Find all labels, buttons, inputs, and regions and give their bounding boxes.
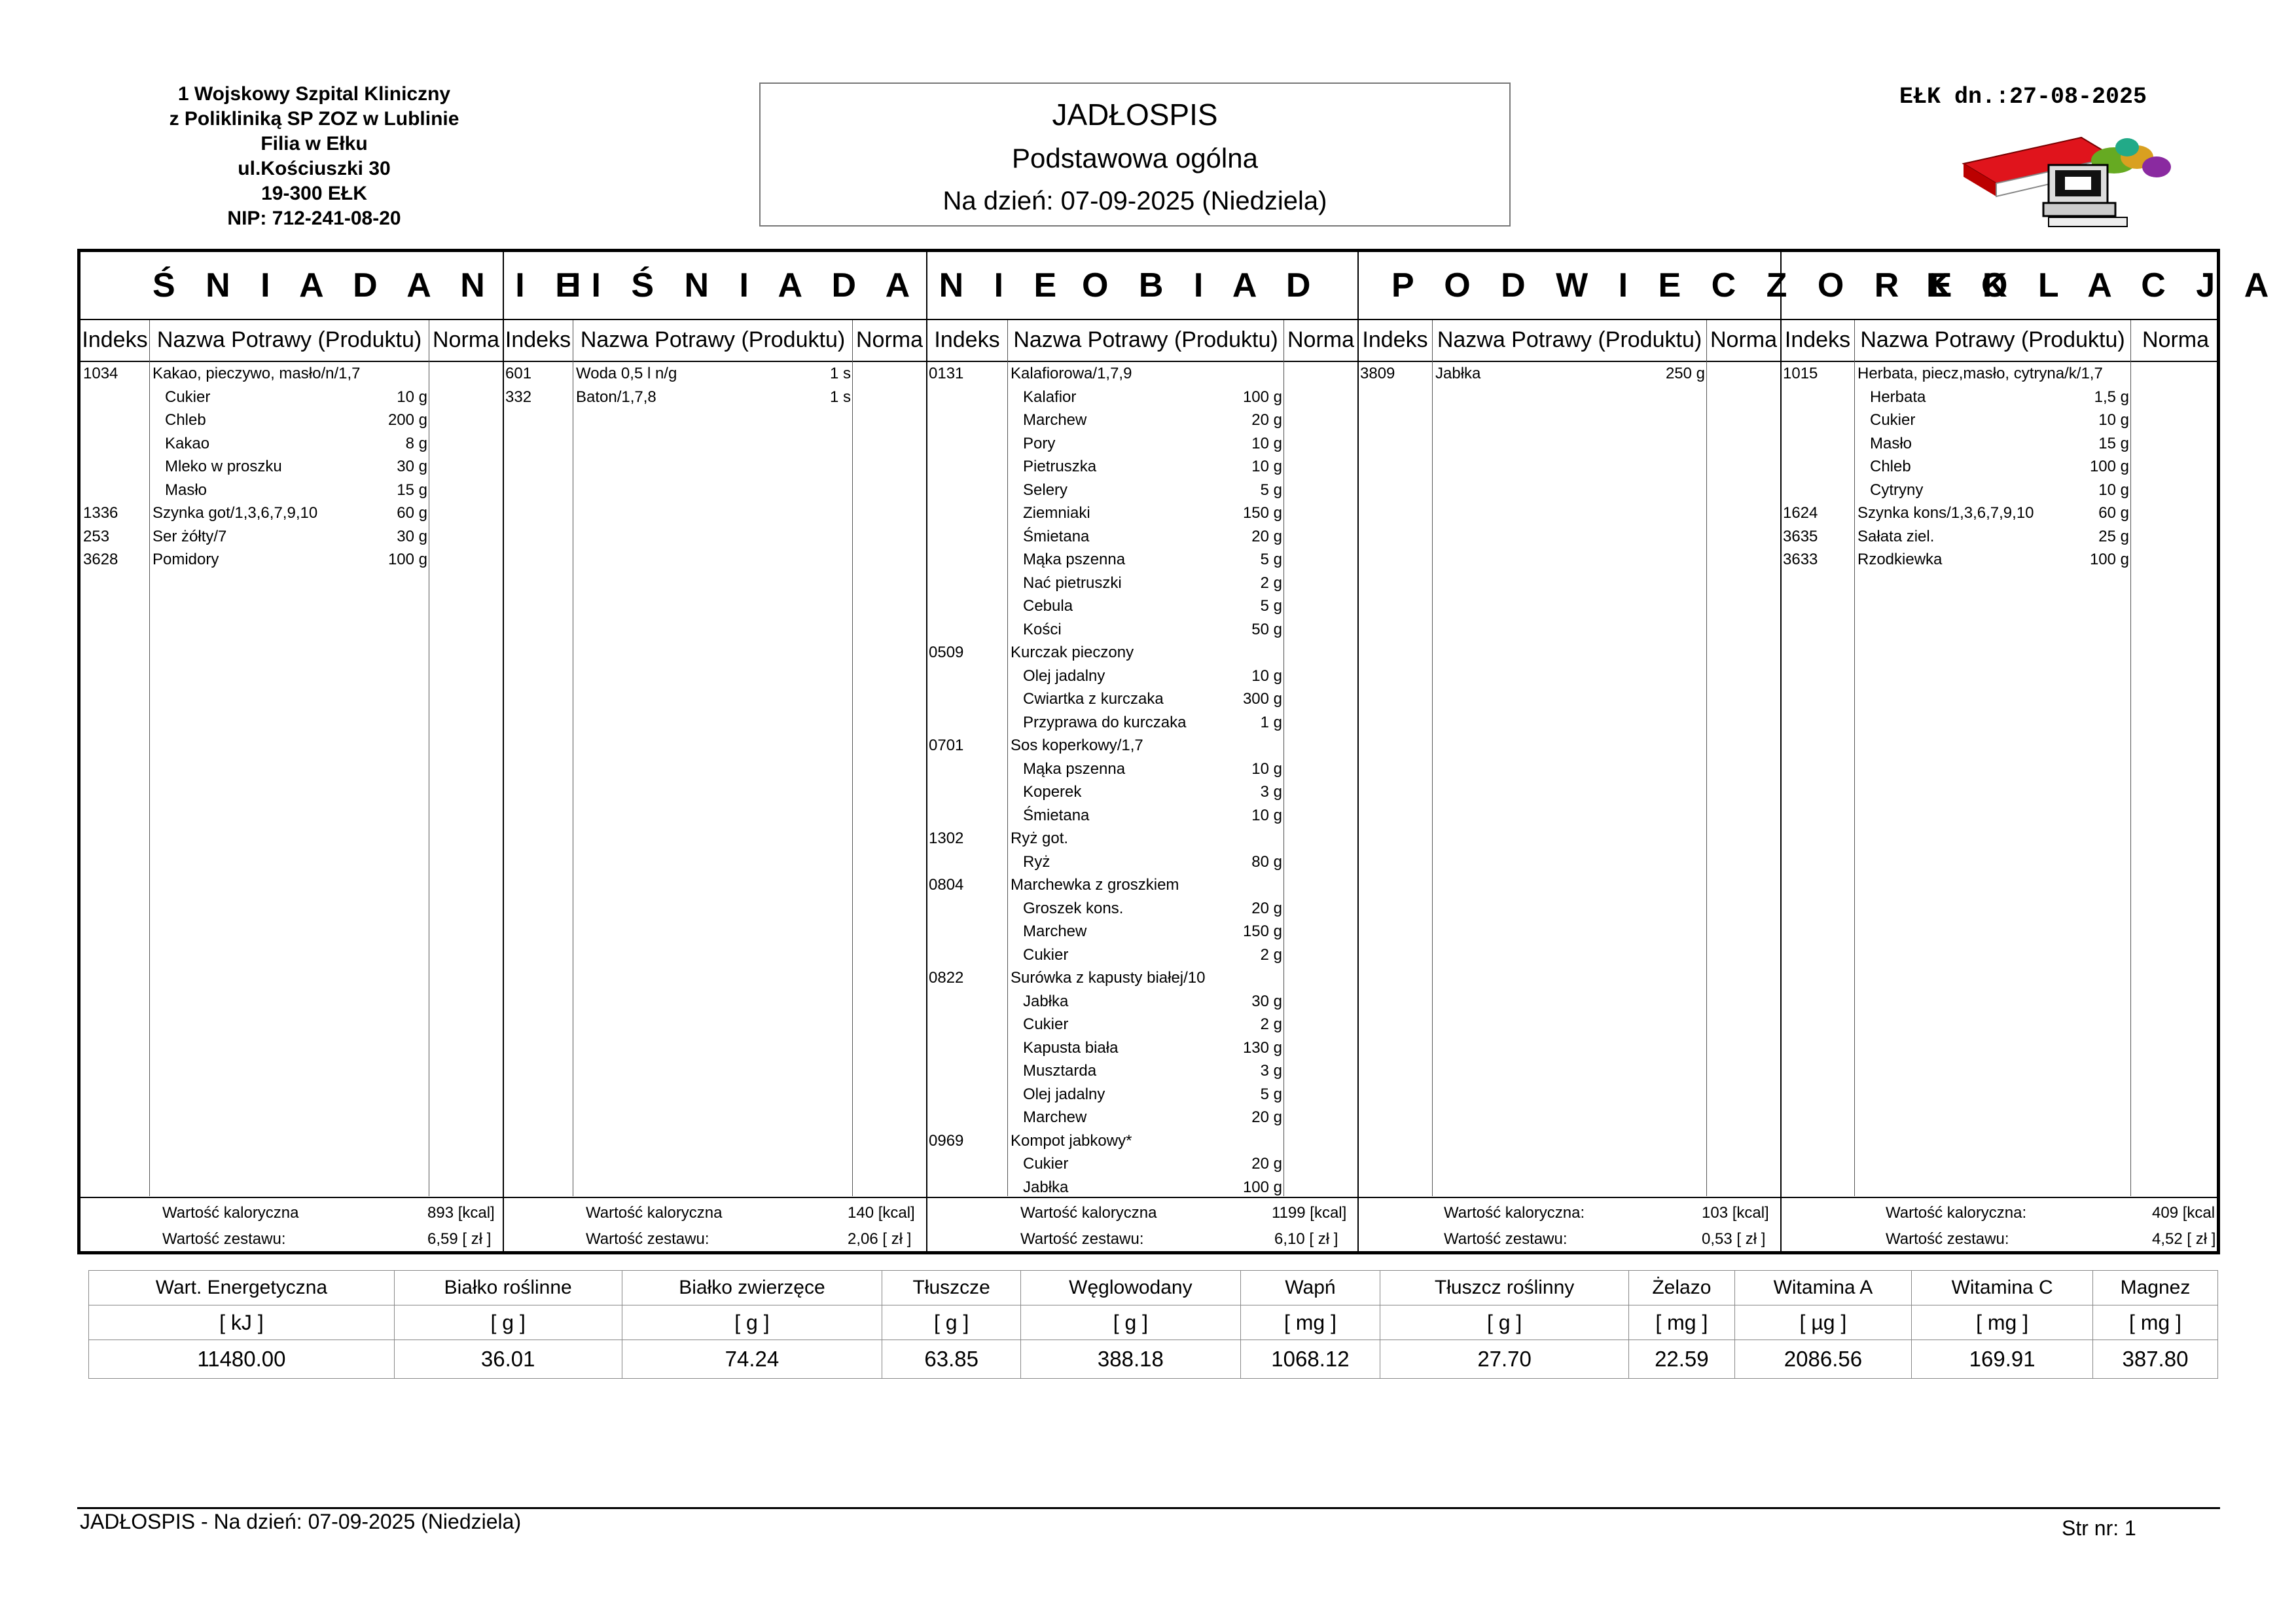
nutrition-header-row [89, 1271, 2218, 1305]
item-norm: 10 g [397, 388, 427, 406]
nutrition-header: Wapń [1240, 1271, 1380, 1305]
col-header-norm: Norma [855, 327, 924, 352]
table-row [926, 548, 1357, 572]
item-name: Kakao [165, 434, 210, 452]
nutrition-value: 387.80 [2092, 1340, 2217, 1379]
item-name: Mąka pszenna [1023, 759, 1126, 778]
item-name: Musztarda [1023, 1062, 1097, 1080]
kcal-value: 1199 [kcal] [1272, 1204, 1347, 1222]
kcal-label: Wartość kaloryczna [1020, 1204, 1157, 1222]
nutrition-unit: [ g ] [622, 1305, 882, 1340]
table-row [926, 827, 1357, 850]
institution-line: z Polikliniką SP ZOZ w Lublinie [169, 108, 459, 130]
item-name: Masło [165, 481, 207, 499]
table-row [926, 1176, 1357, 1199]
item-name: Pietruszka [1023, 458, 1097, 475]
footer-divider [77, 1507, 2220, 1509]
item-name: Jabłka [1023, 1178, 1069, 1196]
table-row [926, 920, 1357, 943]
item-norm: 100 g [387, 551, 427, 568]
table-row [81, 525, 503, 549]
table-row [1357, 362, 1780, 386]
item-norm: 20 g [1251, 527, 1282, 545]
cost-label: Wartość zestawu: [586, 1230, 709, 1248]
table-row [926, 501, 1357, 525]
item-name: Nać pietruszki [1023, 574, 1122, 592]
table-row [926, 850, 1357, 874]
title-box [759, 82, 1511, 227]
item-norm: 20 g [1251, 411, 1282, 429]
table-row [926, 1106, 1357, 1129]
nutrition-unit: [ g ] [394, 1305, 622, 1340]
item-name: Kakao, pieczywo, masło/n/1,7 [152, 365, 361, 382]
item-name: Selery [1023, 481, 1068, 499]
meal-title-second-breakfast: II Ś N I A D A N I E [571, 266, 1067, 304]
item-norm: 100 g [2089, 458, 2129, 475]
item-norm: 2 g [1260, 574, 1282, 592]
item-name: Szynka kons/1,3,6,7,9,10 [1857, 504, 2034, 522]
nutrition-header: Żelazo [1629, 1271, 1734, 1305]
table-row [926, 641, 1357, 665]
nutrition-unit: [ g ] [1020, 1305, 1240, 1340]
item-index: 3809 [1360, 365, 1395, 382]
kcal-value: 893 [kcal] [427, 1204, 495, 1222]
nutrition-table [88, 1270, 2218, 1379]
item-name: Ryż got. [1011, 830, 1069, 847]
footer-title: JADŁOSPIS - Na dzień: 07-09-2025 (Niedziela) [80, 1510, 522, 1533]
table-row [926, 780, 1357, 804]
table-row [1780, 409, 2220, 432]
item-name: Groszek kons. [1023, 899, 1124, 917]
nutrition-unit: [ g ] [882, 1305, 1021, 1340]
item-name: Szynka got/1,3,6,7,9,10 [152, 504, 318, 522]
item-norm: 25 g [2098, 527, 2129, 545]
table-row [926, 1152, 1357, 1176]
table-row [503, 386, 926, 409]
item-name: Marchew [1023, 922, 1087, 940]
item-name: Surówka z kapusty białej/10 [1011, 969, 1206, 987]
nutrition-values-row [89, 1340, 2218, 1379]
col-header-norm: Norma [1710, 327, 1778, 352]
item-norm: 250 g [1665, 365, 1705, 382]
item-norm: 80 g [1251, 852, 1282, 871]
item-index: 0804 [929, 876, 964, 894]
table-row [1780, 548, 2220, 572]
item-index: 0131 [929, 365, 964, 382]
item-name: Cukier [165, 388, 211, 406]
col-header-name: Nazwa Potrawy (Produktu) [156, 327, 422, 352]
item-name: Sos koperkowy/1,7 [1011, 737, 1143, 754]
item-name: Pomidory [152, 551, 219, 568]
item-norm: 100 g [2089, 551, 2129, 568]
item-name: Pory [1023, 434, 1056, 452]
item-name: Cukier [1023, 945, 1069, 964]
item-name: Kapusta biała [1023, 1038, 1119, 1057]
nutrition-value: 169.91 [1912, 1340, 2093, 1379]
institution-line: NIP: 712-241-08-20 [227, 208, 401, 229]
nutrition-unit: [ µg ] [1734, 1305, 1912, 1340]
table-row [926, 943, 1357, 967]
table-row [926, 665, 1357, 688]
table-row [926, 1129, 1357, 1153]
cost-label: Wartość zestawu: [1886, 1230, 2009, 1248]
item-index: 0509 [929, 644, 964, 661]
nutrition-value: 2086.56 [1734, 1340, 1912, 1379]
item-norm: 20 g [1251, 1155, 1282, 1173]
col-header-name: Nazwa Potrawy (Produktu) [580, 327, 846, 352]
item-norm: 10 g [1251, 434, 1282, 452]
item-name: Cytryny [1870, 481, 1924, 499]
item-norm: 20 g [1251, 1108, 1282, 1126]
nutrition-header: Węglowodany [1020, 1271, 1240, 1305]
table-row [926, 757, 1357, 781]
item-norm: 60 g [2098, 504, 2129, 522]
nutrition-value: 1068.12 [1240, 1340, 1380, 1379]
table-row [1780, 362, 2220, 386]
table-row [1780, 525, 2220, 549]
item-name: Mleko w proszku [165, 458, 282, 475]
item-norm: 5 g [1260, 551, 1282, 568]
item-name: Woda 0,5 l n/g [576, 365, 677, 382]
table-row [926, 432, 1357, 456]
cost-label: Wartość zestawu: [162, 1230, 286, 1248]
item-norm: 60 g [397, 504, 427, 522]
item-norm: 2 g [1260, 1015, 1282, 1033]
cost-value: 6,10 [ zł ] [1274, 1230, 1338, 1248]
table-row [926, 409, 1357, 432]
item-norm: 3 g [1260, 1062, 1282, 1080]
item-norm: 130 g [1242, 1038, 1282, 1057]
nutrition-unit: [ kJ ] [89, 1305, 395, 1340]
col-header-name: Nazwa Potrawy (Produktu) [1437, 327, 1702, 352]
kcal-value: 103 [kcal] [1702, 1204, 1769, 1222]
item-name: Cukier [1870, 411, 1916, 429]
table-row [926, 479, 1357, 502]
item-name: Śmietana [1023, 527, 1090, 545]
table-row [926, 386, 1357, 409]
table-row [926, 873, 1357, 897]
nutrition-unit: [ mg ] [1629, 1305, 1734, 1340]
item-name: Kompot jabkowy* [1011, 1131, 1132, 1150]
item-norm: 10 g [1251, 666, 1282, 685]
nutrition-header: Wart. Energetyczna [89, 1271, 395, 1305]
nutrition-header: Tłuszcz roślinny [1380, 1271, 1629, 1305]
issue-date: EŁK dn.:27-08-2025 [1899, 84, 2147, 110]
col-header-index: Indeks [505, 327, 571, 352]
item-norm: 3 g [1260, 783, 1282, 801]
table-row [926, 1059, 1357, 1083]
nutrition-value: 27.70 [1380, 1340, 1629, 1379]
item-index: 3633 [1783, 551, 1818, 568]
nutrition-unit: [ mg ] [2092, 1305, 2217, 1340]
nutrition-unit: [ g ] [1380, 1305, 1629, 1340]
kcal-label: Wartość kaloryczna [162, 1204, 299, 1222]
item-name: Marchew [1023, 411, 1087, 429]
item-name: Kalafiorowa/1,7,9 [1011, 365, 1132, 382]
nutrition-value: 388.18 [1020, 1340, 1240, 1379]
meal-title-supper: K O L A C J A [1926, 266, 2280, 304]
cost-label: Wartość zestawu: [1444, 1230, 1568, 1248]
item-norm: 200 g [387, 411, 427, 429]
item-name: Śmietana [1023, 806, 1090, 824]
table-row [926, 897, 1357, 921]
col-header-index: Indeks [1784, 327, 1851, 352]
item-norm: 8 g [405, 434, 427, 452]
meal-title-afternoon-snack: P O D W I E C Z O R E K [1391, 266, 2018, 304]
table-row [81, 455, 503, 479]
nutrition-header: Magnez [2092, 1271, 2217, 1305]
item-name: Herbata [1870, 388, 1926, 406]
item-norm: 150 g [1242, 922, 1282, 940]
table-row [926, 966, 1357, 990]
item-index: 1015 [1783, 365, 1818, 382]
item-norm: 100 g [1242, 388, 1282, 406]
item-name: Marchewka z groszkiem [1011, 876, 1179, 894]
item-norm: 1 s [829, 365, 851, 382]
item-name: Kurczak pieczony [1011, 644, 1134, 661]
diet-name: Podstawowa ogólna [1012, 143, 1258, 173]
item-index: 3635 [1783, 527, 1818, 545]
kcal-label: Wartość kaloryczna: [1886, 1204, 2027, 1222]
nutrition-header: Witamina A [1734, 1271, 1912, 1305]
item-norm: 10 g [1251, 759, 1282, 778]
item-norm: 1 s [829, 388, 851, 406]
item-name: Masło [1870, 434, 1912, 452]
table-row [81, 386, 503, 409]
item-name: Sałata ziel. [1857, 527, 1935, 545]
item-name: Ryż [1023, 852, 1050, 871]
item-name: Marchew [1023, 1108, 1087, 1126]
nutrition-value: 22.59 [1629, 1340, 1734, 1379]
item-name: Ziemniaki [1023, 504, 1090, 522]
item-name: Chleb [165, 411, 206, 429]
institution-line: ul.Kościuszki 30 [238, 158, 391, 179]
page-number: Str nr: 1 [2062, 1516, 2136, 1540]
nutrition-value: 74.24 [622, 1340, 882, 1379]
institution-address [105, 82, 524, 231]
item-index: 601 [505, 365, 532, 382]
nutrition-value: 36.01 [394, 1340, 622, 1379]
table-row [926, 455, 1357, 479]
col-header-index: Indeks [82, 327, 148, 352]
item-norm: 10 g [1251, 458, 1282, 475]
table-row [926, 362, 1357, 386]
item-norm: 20 g [1251, 899, 1282, 917]
table-row [81, 432, 503, 456]
col-header-name: Nazwa Potrawy (Produktu) [1860, 327, 2125, 352]
item-index: 0701 [929, 737, 964, 754]
item-name: Kalafior [1023, 388, 1077, 406]
table-row [81, 409, 503, 432]
table-row [81, 501, 503, 525]
item-index: 1302 [929, 830, 964, 847]
table-row [926, 990, 1357, 1013]
item-norm: 10 g [2098, 411, 2129, 429]
table-row [1780, 479, 2220, 502]
item-name: Koperek [1023, 783, 1082, 801]
table-row [81, 548, 503, 572]
kcal-label: Wartość kaloryczna: [1444, 1204, 1585, 1222]
table-row [926, 711, 1357, 735]
cost-value: 0,53 [ zł ] [1702, 1230, 1766, 1248]
col-header-index: Indeks [1362, 327, 1428, 352]
nutrition-unit: [ mg ] [1240, 1305, 1380, 1340]
nutrition-value: 11480.00 [89, 1340, 395, 1379]
item-norm: 5 g [1260, 1085, 1282, 1103]
page-title: JADŁOSPIS [1052, 98, 1218, 132]
cost-value: 6,59 [ zł ] [427, 1230, 492, 1248]
table-row [1780, 432, 2220, 456]
col-header-index: Indeks [934, 327, 1000, 352]
meal-title-breakfast: Ś N I A D A N I E [152, 266, 588, 304]
item-name: Cukier [1023, 1015, 1069, 1033]
table-row [926, 1036, 1357, 1060]
item-norm: 150 g [1242, 504, 1282, 522]
item-norm: 15 g [397, 481, 427, 499]
table-row [926, 687, 1357, 711]
item-name: Olej jadalny [1023, 1085, 1105, 1103]
item-norm: 50 g [1251, 620, 1282, 638]
item-norm: 30 g [1251, 992, 1282, 1010]
table-row [1780, 455, 2220, 479]
menu-date: Na dzień: 07-09-2025 (Niedziela) [942, 187, 1327, 215]
item-index: 1034 [83, 365, 118, 382]
item-name: Kości [1023, 620, 1062, 638]
table-row [926, 804, 1357, 828]
item-index: 1624 [1783, 504, 1818, 522]
item-norm: 1,5 g [2094, 388, 2129, 406]
item-norm: 5 g [1260, 597, 1282, 615]
nutrition-header: Tłuszcze [882, 1271, 1021, 1305]
item-norm: 10 g [1251, 806, 1282, 824]
col-header-norm: Norma [2142, 327, 2210, 352]
table-row [503, 362, 926, 386]
item-norm: 1 g [1260, 713, 1282, 731]
nutrition-header: Białko zwierzęce [622, 1271, 882, 1305]
item-name: Jabłka [1435, 365, 1481, 382]
table-row [81, 362, 503, 386]
item-name: Herbata, piecz,masło, cytryna/k/1,7 [1857, 365, 2103, 382]
item-name: Cebula [1023, 597, 1073, 615]
table-row [926, 1083, 1357, 1106]
table-row [926, 734, 1357, 757]
nutrition-unit: [ mg ] [1912, 1305, 2093, 1340]
meal-title-lunch: O B I A D [1082, 266, 1321, 304]
item-norm: 5 g [1260, 481, 1282, 499]
nutrition-units-row [89, 1305, 2218, 1340]
table-row [81, 479, 503, 502]
table-row [926, 1013, 1357, 1036]
col-header-norm: Norma [432, 327, 500, 352]
item-name: Jabłka [1023, 992, 1069, 1010]
table-row [926, 572, 1357, 595]
item-norm: 30 g [397, 458, 427, 475]
cost-label: Wartość zestawu: [1020, 1230, 1144, 1248]
institution-line: 1 Wojskowy Szpital Kliniczny [177, 83, 451, 105]
kcal-value: 409 [kcal [2152, 1204, 2215, 1222]
nutrition-header: Białko roślinne [394, 1271, 622, 1305]
col-header-name: Nazwa Potrawy (Produktu) [1013, 327, 1278, 352]
item-name: Mąka pszenna [1023, 551, 1126, 568]
item-index: 332 [505, 388, 532, 406]
kcal-value: 140 [kcal] [848, 1204, 915, 1222]
item-name: Przyprawa do kurczaka [1023, 713, 1187, 731]
institution-line: 19-300 EŁK [261, 183, 367, 204]
item-index: 1336 [83, 504, 118, 522]
item-name: Olej jadalny [1023, 666, 1105, 685]
table-row [1780, 501, 2220, 525]
item-norm: 100 g [1242, 1178, 1282, 1196]
item-index: 0969 [929, 1131, 964, 1150]
cost-value: 2,06 [ zł ] [848, 1230, 912, 1248]
table-row [1780, 386, 2220, 409]
item-name: Chleb [1870, 458, 1911, 475]
item-name: Ser żółty/7 [152, 527, 227, 545]
item-norm: 30 g [397, 527, 427, 545]
item-index: 253 [83, 527, 110, 545]
cost-value: 4,52 [ zł ] [2152, 1230, 2216, 1248]
item-name: Cwiartka z kurczaka [1023, 690, 1164, 708]
item-index: 0822 [929, 969, 964, 987]
item-norm: 300 g [1242, 690, 1282, 708]
book-and-computer-icon [1957, 131, 2179, 229]
menu-table [77, 249, 2280, 1254]
item-name: Cukier [1023, 1155, 1069, 1173]
nutrition-header: Witamina C [1912, 1271, 2093, 1305]
item-name: Rzodkiewka [1857, 551, 1943, 568]
col-header-norm: Norma [1287, 327, 1355, 352]
item-norm: 15 g [2098, 434, 2129, 452]
nutrition-value: 63.85 [882, 1340, 1021, 1379]
item-norm: 10 g [2098, 481, 2129, 499]
table-row [926, 594, 1357, 618]
kcal-label: Wartość kaloryczna [586, 1204, 723, 1222]
item-index: 3628 [83, 551, 118, 568]
item-name: Baton/1,7,8 [576, 388, 656, 406]
institution-line: Filia w Ełku [260, 133, 368, 155]
table-row [926, 618, 1357, 642]
table-row [926, 525, 1357, 549]
item-norm: 2 g [1260, 945, 1282, 964]
